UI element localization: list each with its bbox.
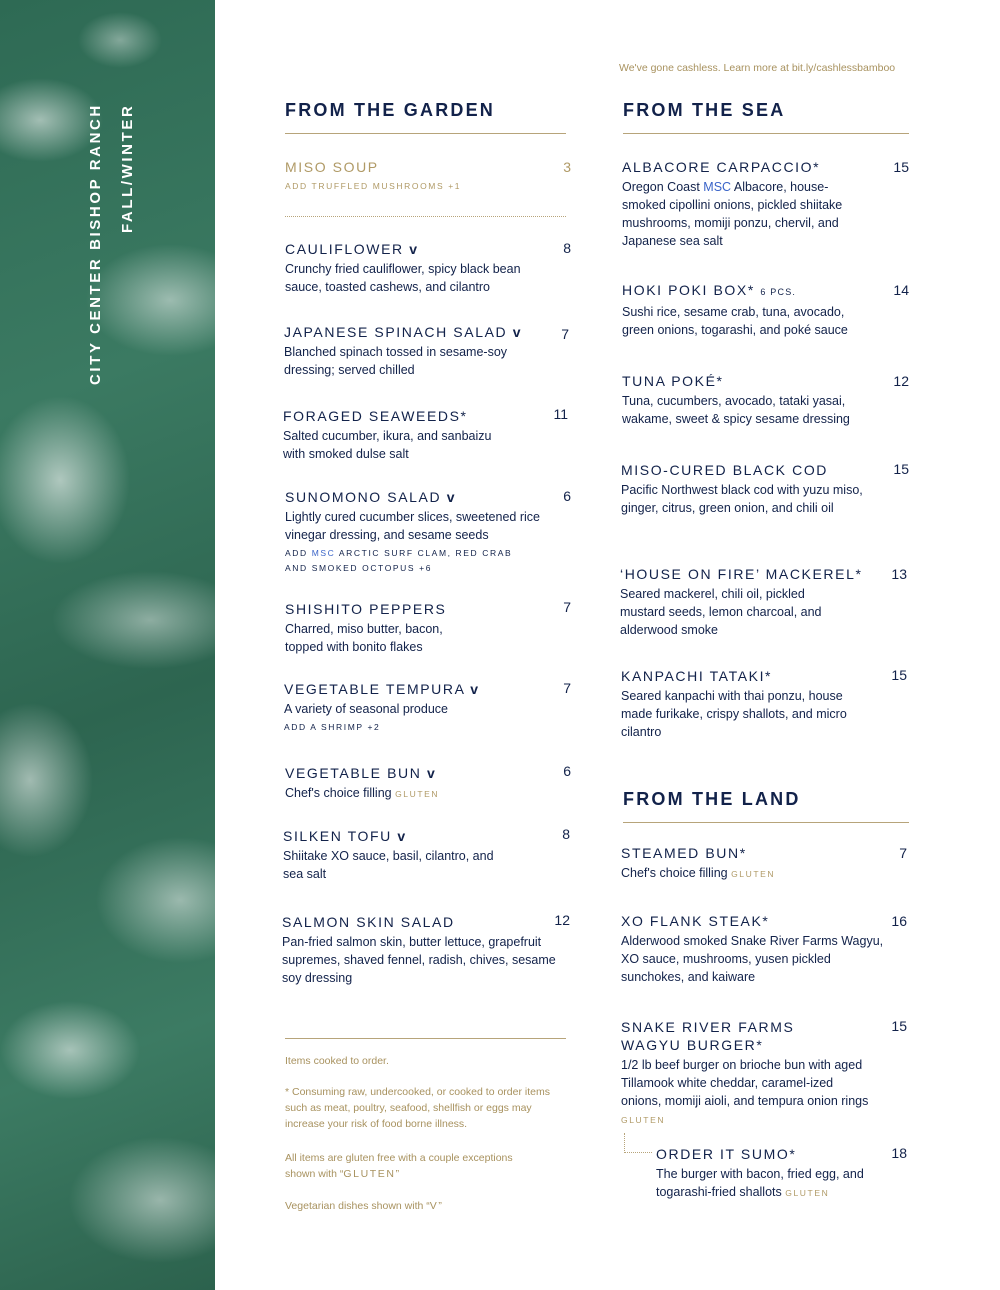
item-name: CAULIFLOWER — [285, 241, 404, 257]
menu-item-shishito-peppers — [285, 600, 575, 656]
menu-item-sunomono-salad — [285, 488, 575, 576]
item-price: 7 — [899, 845, 907, 861]
dotted-divider — [285, 216, 566, 217]
item-description: Seared kanpachi with thai ponzu, house made furikake, crispy shallots, and micro cilantro — [621, 689, 847, 739]
item-price: 12 — [893, 373, 909, 389]
item-description: Lightly cured cucumber slices, sweetened rice vinegar dressing, and sesame seeds — [285, 510, 540, 542]
item-description: Chef's choice filling — [285, 786, 392, 800]
menu-item-vegetable-tempura — [284, 680, 574, 735]
item-description: Tuna, cucumbers, avocado, tataki yasai, wakame, sweet & spicy sesame dressing — [622, 394, 850, 426]
menu-item-steamed-bun — [621, 844, 911, 883]
item-description: Sushi rice, sesame crab, tuna, avocado, green onions, togarashi, and poké sauce — [622, 305, 848, 337]
vegetarian-mark: v — [397, 828, 406, 844]
menu-item-vegetable-bun — [285, 764, 575, 803]
menu-item-miso-soup — [285, 158, 575, 194]
item-name: XO FLANK STEAK* — [621, 913, 770, 929]
item-price: 18 — [891, 1145, 907, 1161]
menu-item-tuna-poke — [622, 372, 912, 428]
menu-item-cauliflower — [285, 240, 575, 296]
menu-item-hoki-poki-box — [622, 281, 912, 339]
menu-item-foraged-seaweeds — [283, 407, 573, 463]
vegetarian-mark: v — [426, 765, 435, 781]
season-label: FALL/WINTER — [119, 103, 136, 233]
msc-label: MSC — [703, 180, 732, 194]
gluten-label: GLUTEN — [731, 869, 776, 879]
menu-item-kanpachi-tataki — [621, 667, 911, 741]
item-price: 11 — [553, 406, 568, 422]
menu-item-albacore-carpaccio: ALBACORE CARPACCIO* Oregon Coast MSC Albacore, house-smoked cipollini onions, pickled shiitake mushrooms, momiji ponzu, chervil, and Japanese sea salt — [622, 158, 912, 250]
section-title-sea: FROM THE SEA — [623, 100, 786, 120]
item-name: VEGETABLE BUN — [285, 765, 422, 781]
item-price: 7 — [563, 599, 571, 615]
item-name: ORDER IT SUMO* — [656, 1146, 797, 1162]
item-price: 16 — [891, 913, 907, 929]
item-name: SILKEN TOFU — [283, 828, 392, 844]
item-name: SALMON SKIN SALAD — [282, 914, 455, 930]
item-description: The burger with bacon, fried egg, and togarashi-fried shallots — [656, 1167, 864, 1199]
item-description: Shiitake XO sauce, basil, cilantro, and sea salt — [283, 849, 494, 881]
note-cooked-to-order: Items cooked to order. — [285, 1055, 389, 1067]
item-name: TUNA POKÉ* — [622, 373, 724, 389]
gluten-label: GLUTEN — [395, 789, 440, 799]
item-name: SHISHITO PEPPERS — [285, 601, 447, 617]
vegetarian-mark: v — [512, 324, 521, 340]
item-description: Chef's choice filling — [621, 866, 728, 880]
gluten-label: GLUTEN — [621, 1115, 666, 1125]
item-price: 6 — [563, 763, 571, 779]
section-title-land: FROM THE LAND — [623, 789, 801, 809]
menu-item-spinach-salad — [284, 323, 574, 379]
piece-count: 6 PCS. — [760, 287, 797, 297]
item-price: 15 — [891, 667, 907, 683]
item-price: 6 — [563, 488, 571, 504]
item-description: Crunchy fried cauliflower, spicy black bean sauce, toasted cashews, and cilantro — [285, 262, 521, 294]
item-description: Salted cucumber, ikura, and sanbaizu with smoked dulse salt — [283, 429, 492, 461]
item-description: Charred, miso butter, bacon, topped with bonito flakes — [285, 622, 443, 654]
cashless-notice: We've gone cashless. Learn more at bit.ly/cashlessbamboo — [619, 62, 896, 74]
menu-item-salmon-skin-salad — [282, 913, 572, 987]
item-price: 3 — [563, 159, 571, 175]
menu-item-xo-flank-steak — [621, 912, 911, 986]
item-price: 15 — [893, 159, 909, 175]
item-addon: ADD TRUFFLED MUSHROOMS +1 — [285, 181, 462, 191]
menu-item-wagyu-burger — [621, 1018, 911, 1129]
sumo-connector — [624, 1133, 652, 1153]
note-gluten: All items are gluten free with a couple exceptions shown with “GLUTEN” — [285, 1152, 513, 1180]
item-description: Alderwood smoked Snake River Farms Wagyu, XO sauce, mushrooms, yusen pickled sunchokes, and kaiware — [621, 934, 884, 984]
item-price: 13 — [891, 566, 907, 582]
item-name: VEGETABLE TEMPURA — [284, 681, 465, 697]
item-name-line2: WAGYU BURGER* — [621, 1037, 764, 1053]
vegetarian-mark: v — [470, 681, 479, 697]
gluten-label: GLUTEN — [785, 1188, 830, 1198]
note-raw-warning: * Consuming raw, undercooked, or cooked to order items such as meat, poultry, seafood, shellfish or eggs may increase your risk of food borne illness. — [285, 1086, 550, 1130]
notes-rule — [285, 1038, 566, 1039]
item-price: 15 — [893, 461, 909, 477]
item-description: A variety of seasonal produce — [284, 702, 448, 716]
item-description: Pacific Northwest black cod with yuzu miso, ginger, citrus, green onion, and chili oil — [621, 483, 863, 515]
item-name: FORAGED SEAWEEDS* — [283, 408, 468, 424]
menu-item-black-cod — [621, 461, 911, 517]
menu-item-order-it-sumo — [656, 1145, 896, 1202]
vegetarian-mark: v — [409, 241, 418, 257]
location-label: CITY CENTER BISHOP RANCH — [87, 103, 104, 385]
item-name: MISO-CURED BLACK COD — [621, 462, 829, 478]
item-addon: ADD MSC ARCTIC SURF CLAM, RED CRAB AND SMOKED OCTOPUS +6 — [285, 548, 513, 573]
garden-rule — [285, 133, 566, 134]
item-price: 15 — [891, 1018, 907, 1034]
item-price: 8 — [563, 240, 571, 256]
item-name: JAPANESE SPINACH SALAD — [284, 324, 508, 340]
item-description: Blanched spinach tossed in sesame-soy dressing; served chilled — [284, 345, 508, 377]
item-price: 14 — [893, 282, 909, 298]
item-price: 7 — [563, 680, 571, 696]
item-description: 1/2 lb beef burger on brioche bun with aged Tillamook white cheddar, caramel-ized onions, momiji aioli, and tempura onion rings — [621, 1058, 869, 1108]
item-description: Pan-fried salmon skin, butter lettuce, grapefruit supremes, shaved fennel, radish, chives, sesame soy dressing — [282, 935, 556, 985]
item-price: 8 — [562, 826, 570, 842]
vegetarian-mark: v — [446, 489, 455, 505]
section-title-garden: FROM THE GARDEN — [285, 100, 495, 120]
item-description: Seared mackerel, chili oil, pickled mustard seeds, lemon charcoal, and alderwood smoke — [620, 587, 822, 637]
sea-rule — [623, 133, 909, 134]
item-name: HOKI POKI BOX* — [622, 282, 755, 298]
sea-image-panel — [0, 0, 215, 1290]
land-rule — [623, 822, 909, 823]
item-name: ‘HOUSE ON FIRE’ MACKEREL* — [620, 566, 863, 582]
menu-item-silken-tofu — [283, 827, 573, 883]
note-vegetarian: Vegetarian dishes shown with “V” — [285, 1200, 442, 1212]
item-name-line1: SNAKE RIVER FARMS — [621, 1019, 795, 1035]
item-price: 7 — [561, 326, 569, 342]
msc-label: MSC — [311, 548, 336, 558]
item-name: STEAMED BUN* — [621, 845, 747, 861]
item-name: KANPACHI TATAKI* — [621, 668, 773, 684]
item-price: 12 — [554, 912, 570, 928]
item-name: ALBACORE CARPACCIO* — [622, 159, 821, 175]
item-name: SUNOMONO SALAD — [285, 489, 442, 505]
item-addon: ADD A SHRIMP +2 — [284, 722, 381, 732]
item-name: MISO SOUP — [285, 159, 379, 175]
menu-item-mackerel — [620, 565, 910, 639]
